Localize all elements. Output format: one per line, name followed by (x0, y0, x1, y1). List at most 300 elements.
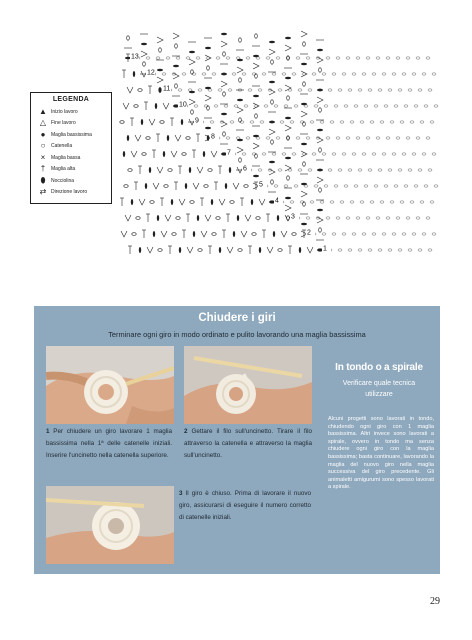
chain-stitch (276, 57, 280, 59)
puff-stitch (253, 55, 259, 57)
legend-label: Inizio lavoro (51, 108, 78, 115)
round-label: 2 (307, 229, 311, 237)
puff-stitch (253, 95, 259, 97)
chain-stitch (380, 121, 384, 123)
chain-stitch (372, 73, 376, 75)
v-stitch (171, 151, 177, 157)
chain-stitch (368, 249, 372, 251)
v-stitch (233, 183, 239, 189)
chain-stitch (186, 137, 190, 140)
chain-stitch (360, 121, 364, 123)
chain-stitch (334, 105, 338, 107)
puff-stitch (145, 183, 147, 189)
chain-stitch (218, 89, 222, 91)
step-number: 1 (46, 428, 50, 435)
chain-stitch (271, 100, 274, 104)
v-stitch (139, 199, 145, 205)
chain-stitch (228, 89, 232, 91)
v-stitch (245, 215, 251, 221)
chain-stitch (292, 233, 296, 236)
puff-stitch (155, 103, 157, 109)
puff-stitch (285, 157, 291, 159)
puff-stitch (285, 37, 291, 39)
chain-stitch (292, 153, 296, 155)
chain-stitch (255, 34, 258, 38)
chain-stitch (175, 84, 178, 88)
chain-stitch (280, 121, 284, 123)
chain-stitch (346, 137, 350, 139)
round-label: 1 (323, 245, 327, 253)
v-stitch (141, 51, 147, 57)
chain-stitch (356, 137, 360, 139)
chain-stitch (396, 217, 400, 219)
chain-stitch (256, 217, 260, 220)
v-stitch (189, 59, 195, 65)
chain-stitch (319, 188, 322, 192)
chain-stitch (374, 185, 378, 187)
chain-stitch (338, 249, 342, 251)
chain-stitch (290, 121, 294, 123)
chain-stitch (394, 105, 398, 107)
chain-stitch (404, 185, 408, 187)
chain-stitch (388, 169, 392, 171)
chain-stitch (406, 57, 410, 59)
chain-stitch (306, 57, 310, 59)
v-stitch (165, 215, 171, 221)
chain-stitch (143, 62, 146, 66)
chain-stitch (216, 217, 220, 220)
puff-stitch (317, 209, 323, 211)
chain-stitch (430, 121, 434, 123)
chain-stitch (410, 201, 414, 203)
chain-stitch (272, 153, 276, 155)
chain-stitch (274, 185, 278, 187)
chain-stitch (414, 105, 418, 107)
chain-stitch (258, 169, 262, 171)
puff-stitch (221, 113, 227, 115)
v-stitch (197, 167, 203, 173)
v-stitch (123, 103, 129, 109)
puff-stitch (251, 199, 253, 205)
step-3-text (179, 488, 311, 524)
chain-stitch (412, 233, 416, 235)
chain-stitch (198, 249, 202, 252)
v-stitch (127, 87, 133, 93)
v-stitch (135, 135, 141, 141)
chain-stitch (120, 121, 124, 124)
chain-stitch (384, 105, 388, 107)
chain-stitch (303, 162, 306, 166)
puff-stitch (237, 59, 243, 61)
v-stitch (131, 151, 137, 157)
chain-stitch (432, 153, 436, 155)
chain-stitch (274, 105, 278, 107)
chain-stitch (214, 105, 218, 107)
chain-stitch (282, 73, 286, 75)
chain-stitch (159, 48, 162, 52)
chain-stitch (412, 73, 416, 75)
chain-stitch (172, 233, 176, 236)
chain-stitch (127, 36, 130, 40)
chain-stitch (278, 249, 282, 252)
legend-label: Direzione lavoro (51, 189, 88, 196)
step-3-photo (46, 486, 174, 564)
chain-stitch (372, 153, 376, 155)
chain-stitch (258, 89, 262, 91)
chain-stitch (386, 137, 390, 139)
chain-stitch (290, 201, 294, 203)
chain-stitch (410, 121, 414, 123)
chain-stitch (422, 153, 426, 155)
chain-stitch (284, 185, 288, 187)
puff-stitch (269, 161, 275, 163)
chain-stitch (420, 121, 424, 123)
chain-stitch (266, 57, 270, 59)
chain-stitch (306, 137, 310, 139)
v-stitch (211, 151, 217, 157)
chain-stitch (426, 137, 430, 139)
v-stitch (237, 67, 243, 73)
chain-stitch (128, 169, 132, 172)
v-stitch (237, 107, 243, 113)
chain-stitch (368, 89, 372, 91)
chain-stitch (400, 201, 404, 203)
chain-stitch (314, 185, 318, 187)
round-label: 13 (131, 53, 139, 61)
chain-stitch (294, 105, 298, 107)
chain-stitch (434, 185, 438, 187)
chain-stitch (342, 153, 346, 155)
chain-stitch (271, 140, 274, 144)
chain-stitch (246, 57, 250, 59)
chain-stitch (346, 57, 350, 59)
step-2-photo (184, 346, 312, 424)
puff-stitch (185, 183, 187, 189)
chain-stitch (406, 217, 410, 219)
v-stitch (205, 95, 211, 101)
chain-stitch (162, 73, 166, 75)
puff-stitch (157, 215, 159, 221)
chain-stitch (175, 44, 178, 48)
chain-stitch (388, 249, 392, 251)
puff-stitch (167, 135, 169, 141)
chain-stitch (216, 57, 220, 59)
chain-stitch (296, 137, 300, 139)
puff-stitch (205, 47, 211, 49)
chain-stitch (382, 233, 386, 235)
chain-stitch (239, 78, 242, 82)
puff-stitch (133, 71, 135, 77)
chain-stitch (392, 153, 396, 155)
chain-stitch (322, 233, 326, 235)
start-triangle-icon: ▲ (39, 106, 47, 116)
puff-stitch (317, 169, 323, 171)
chain-stitch (416, 217, 420, 219)
v-stitch (301, 111, 307, 117)
v-stitch (301, 31, 307, 37)
puff-stitch (221, 73, 227, 75)
chain-stitch (376, 217, 380, 219)
v-stitch (125, 215, 131, 221)
v-stitch (301, 191, 307, 197)
puff-stitch (285, 197, 291, 199)
chain-stitch (278, 169, 282, 171)
legend-label: Nocciolina (51, 177, 75, 184)
direction-arrows-icon: ⇄ (39, 187, 47, 197)
chain-stitch (242, 73, 246, 75)
round-label: 9 (195, 117, 199, 125)
chain-stitch (319, 228, 322, 232)
puff-stitch (229, 167, 231, 173)
chain-stitch (134, 105, 138, 108)
puff-stitch (301, 223, 307, 225)
chain-stitch (146, 57, 150, 59)
puff-stitch (197, 215, 199, 221)
puff-stitch (317, 49, 323, 51)
legend-item (35, 129, 107, 141)
puff-stitch (131, 199, 133, 205)
chain-stitch (412, 153, 416, 155)
chain-stitch (420, 201, 424, 203)
chain-stitch (328, 89, 332, 91)
chain-stitch (384, 185, 388, 187)
legend-item (35, 175, 107, 187)
chain-stitch (182, 153, 186, 156)
chain-stitch (332, 233, 336, 235)
chain-stitch (394, 185, 398, 187)
round-label: 12 (147, 69, 155, 77)
chain-stitch (380, 201, 384, 203)
puff-stitch (141, 119, 143, 125)
chain-stitch (319, 68, 322, 72)
round-label: 4 (275, 197, 279, 205)
chain-stitch (338, 169, 342, 171)
chain-stitch (346, 217, 350, 219)
v-stitch (281, 231, 287, 237)
v-stitch (187, 247, 193, 253)
chain-stitch (332, 153, 336, 155)
puff-stitch (301, 183, 307, 185)
v-stitch (307, 247, 313, 253)
chain-stitch (292, 73, 296, 75)
chain-stitch (226, 57, 230, 59)
chain-stitch (239, 38, 242, 42)
chain-stitch (326, 217, 330, 219)
chain-stitch (388, 89, 392, 91)
chain-stitch (358, 169, 362, 171)
chain-stitch (364, 105, 368, 107)
chain-stitch (434, 105, 438, 107)
chain-stitch (308, 89, 312, 91)
v-stitch (285, 125, 291, 131)
puff-stitch (237, 215, 239, 221)
v-stitch (205, 215, 211, 221)
chain-stitch (276, 137, 280, 139)
puff-stitch (211, 199, 213, 205)
v-stitch (153, 183, 159, 189)
chain-stitch (392, 233, 396, 235)
chain-stitch (378, 169, 382, 171)
puff-stitch (189, 167, 191, 173)
chain-stitch (198, 89, 202, 91)
chain-stitch (223, 52, 226, 56)
chain-stitch (340, 201, 344, 203)
chain-stitch (298, 169, 302, 171)
double-crochet-icon: † (40, 164, 46, 174)
chain-stitch (266, 137, 270, 139)
chain-stitch (408, 89, 412, 91)
chain-stitch (368, 169, 372, 171)
chain-stitch (324, 105, 328, 107)
chain-stitch (312, 73, 316, 75)
chain-stitch (191, 110, 194, 114)
chain-stitch (124, 185, 128, 188)
chain-stitch (238, 249, 242, 252)
panel-title: Chiudere i giri (198, 312, 276, 324)
chain-stitch (392, 73, 396, 75)
chain-stitch (308, 169, 312, 171)
chain-stitch (208, 169, 212, 172)
legend-box (30, 92, 112, 204)
chain-stitch (244, 105, 248, 107)
legend-item (35, 141, 107, 153)
closing-rounds-panel (34, 306, 440, 574)
chain-stitch (284, 105, 288, 107)
puff-stitch (277, 215, 279, 221)
chain-stitch (408, 169, 412, 171)
puff-stitch (301, 143, 307, 145)
chain-stitch (348, 249, 352, 251)
chain-stitch (374, 105, 378, 107)
chain-stitch (287, 96, 290, 100)
puff-stitch (233, 231, 235, 237)
v-stitch (259, 199, 265, 205)
step-description: Il giro è chiuso. Prima di lavorare il nuovo giro, assicurarsi di eseguire il numero corretto di catenelle iniziali. (179, 490, 311, 521)
puff-stitch (189, 91, 195, 93)
chain-stitch (354, 105, 358, 107)
chain-stitch (414, 185, 418, 187)
chain-stitch (344, 105, 348, 107)
v-stitch (161, 231, 167, 237)
page-number: 29 (430, 596, 440, 607)
chain-stitch (408, 249, 412, 251)
v-stitch (189, 99, 195, 105)
sidebar-title: In tondo o a spirale (335, 362, 423, 373)
legend-item (35, 106, 107, 118)
chain-stitch (322, 153, 326, 155)
round-label: 6 (243, 165, 247, 173)
chain-stitch (271, 60, 274, 64)
step-1-photo (46, 346, 174, 424)
puff-stitch (127, 135, 129, 141)
chain-stitch (418, 169, 422, 171)
chain-stitch (324, 185, 328, 187)
chain-stitch (330, 121, 334, 123)
chain-stitch (382, 153, 386, 155)
chain-stitch (396, 137, 400, 139)
sidebar-text: Alcuni progetti sono lavorati in tondo, chiudendo ogni giro con 1 maglia bassissima. Altri invece sono lavorati a spirale, ovvero in tondo ma senza chiudere ogni giro con la maglia bassissima; basta continuare, lavorando la maglia del nuovo giro nella maglia successiva del giro precedente. Gli animaletti amigurumi sono spesso lavorati a spirale. (328, 416, 434, 491)
slip-stitch-icon: ● (40, 129, 46, 139)
chain-stitch (358, 89, 362, 91)
chain-stitch (386, 57, 390, 59)
chain-stitch (303, 82, 306, 86)
legend-item (35, 118, 107, 130)
chain-stitch (232, 73, 236, 75)
chain-stitch (212, 233, 216, 236)
legend-label: Maglia alta (51, 166, 76, 173)
chain-stitch (432, 73, 436, 75)
puff-stitch (285, 77, 291, 79)
step-description: Per chiudere un giro lavorare 1 maglia bassissima nella 1ª delle catenelle iniziali. Inserire l'uncinetto nella catenella superiore. (46, 428, 172, 459)
chain-stitch (334, 185, 338, 187)
puff-stitch (317, 129, 323, 131)
chain-stitch (430, 201, 434, 203)
chain-stitch (230, 201, 234, 204)
v-stitch (237, 147, 243, 153)
puff-stitch (269, 41, 275, 43)
chain-stitch (244, 185, 248, 188)
chain-stitch (210, 121, 214, 123)
chain-stitch (400, 121, 404, 123)
puff-stitch (149, 167, 151, 173)
puff-stitch (189, 51, 195, 53)
v-stitch (241, 231, 247, 237)
chain-stitch (310, 201, 314, 203)
chain-stitch (303, 42, 306, 46)
puff-stitch (141, 43, 147, 45)
chain-stitch (428, 169, 432, 171)
chain-stitch (176, 57, 180, 59)
chain-stitch (158, 249, 162, 252)
puff-stitch (173, 65, 179, 67)
chain-stitch (230, 121, 234, 123)
chain-stitch (352, 153, 356, 155)
chain-stitch (372, 233, 376, 235)
chain-stitch (342, 73, 346, 75)
v-stitch (157, 37, 163, 43)
crochet-chart (118, 30, 440, 288)
chain-stitch (354, 185, 358, 187)
chain-stitch (320, 201, 324, 203)
v-stitch (219, 199, 225, 205)
puff-stitch (219, 247, 221, 253)
chain-stitch (287, 136, 290, 140)
chain-stitch (146, 137, 150, 140)
chain-stitch (350, 121, 354, 123)
chain-stitch (416, 137, 420, 139)
chain-stitch (366, 217, 370, 219)
v-stitch (149, 119, 155, 125)
chain-stitch (287, 176, 290, 180)
chain-stitch (344, 185, 348, 187)
chain-stitch (332, 73, 336, 75)
chain-stitch (196, 57, 200, 59)
chain-stitch (250, 121, 254, 123)
v-stitch (193, 183, 199, 189)
puff-stitch (269, 81, 275, 83)
chain-stitch (402, 73, 406, 75)
chain-stitch (360, 201, 364, 203)
chain-stitch (166, 57, 170, 59)
chain-stitch (282, 153, 286, 155)
chain-stitch (224, 105, 228, 107)
chain-stitch (294, 185, 298, 187)
chain-stitch (398, 89, 402, 91)
puff-stitch (171, 199, 173, 205)
chain-stitch (314, 105, 318, 107)
round-label: 11 (163, 85, 171, 93)
chain-stitch (255, 114, 258, 118)
